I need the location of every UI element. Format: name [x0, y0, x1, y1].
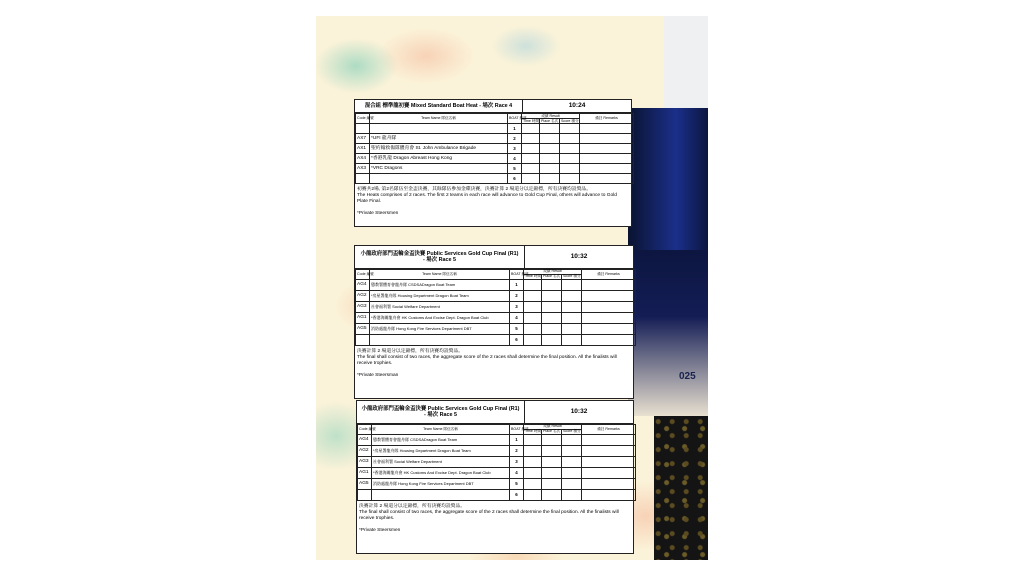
background-strip-light: [664, 16, 708, 108]
col-code: Code 編號: [356, 114, 370, 124]
col-place: Place 名次: [543, 429, 561, 434]
table-row: [356, 313, 636, 324]
col-time: Time 時間: [525, 429, 542, 434]
table-row: [358, 468, 636, 479]
lane-number: 3: [510, 457, 524, 468]
team-name: [370, 335, 510, 346]
table-row: [358, 457, 636, 468]
lane-number: 2: [508, 134, 522, 144]
team-code: AG5: [358, 479, 372, 490]
col-lane: BOAT 航道: [508, 114, 522, 124]
table-row: [358, 490, 636, 501]
note-chinese: 決賽計算 2 場道分以定錦標，所有決賽均設獎品。: [359, 504, 466, 509]
col-place: Place 名次: [543, 274, 561, 279]
background-strip-blue: [628, 108, 708, 250]
race-table: [355, 113, 634, 184]
col-team: Team Name 隊伍名稱: [372, 425, 510, 435]
col-remarks: 備註 Remarks: [582, 270, 636, 280]
team-code: AG2: [356, 291, 370, 302]
lane-number: 6: [510, 490, 524, 501]
team-code: AG1: [358, 468, 372, 479]
team-code: AG4: [358, 435, 372, 446]
team-name: *UFI 龍舟隊: [370, 134, 508, 144]
col-code: Code 編號: [358, 425, 372, 435]
race-table: [357, 424, 636, 501]
col-result: 成績 Result: [522, 114, 580, 119]
team-name: [370, 124, 508, 134]
lane-number: 5: [510, 479, 524, 490]
table-row: [356, 302, 636, 313]
sheet-header: [355, 246, 633, 269]
background-watermark: 025: [679, 371, 696, 382]
col-remarks: 備註 Remarks: [582, 425, 636, 435]
race-sheet-gold-cup-race-5-copy: [356, 400, 634, 554]
team-code: AG5: [356, 324, 370, 335]
race-time: 10:24: [568, 102, 586, 110]
race-notes: [357, 501, 633, 537]
team-name: 消防處龍舟隊 Hong Kong Fire Services Department DBT: [372, 479, 510, 490]
team-name: 消防處龍舟隊 Hong Kong Fire Services Department DBT: [370, 324, 510, 335]
table-row: [356, 291, 636, 302]
race-title: 小龍政府部門盃輪金盃決賽 Public Services Gold Cup Final (R1) - 場次 Race 5: [355, 246, 525, 268]
team-name: *VRC Dragons: [370, 164, 508, 174]
team-name: *香港乳龍 Dragon Abreast Hong Kong: [370, 154, 508, 164]
team-name: *香港海關龍舟會 HK Customs And Excise Dept. Dragon Boat Club: [372, 468, 510, 479]
team-code: AX3: [356, 164, 370, 174]
note-english: The final shall consist of two races, the aggregate score of the 2 races shall determine the final position. All the finalists will receive trophies.: [359, 509, 619, 521]
col-score: Score 積分: [563, 274, 581, 279]
lane-number: 1: [508, 124, 522, 134]
document-page: [316, 16, 708, 560]
team-name: 懲教署體育會龍舟隊 CSDSADragon Boat Team: [370, 280, 510, 291]
col-lane: BOAT 航道: [510, 270, 524, 280]
note-english: The final shall consist of two races, the aggregate score of the 2 races shall determine the final position. All the finalists will receive trophies.: [357, 354, 617, 366]
race-time: 10:32: [570, 408, 588, 416]
table-row: [356, 280, 636, 291]
note-chinese: 決賽計算 2 場道分以定錦標，所有決賽均設獎品。: [357, 349, 464, 354]
sheet-header: [355, 100, 631, 113]
lane-number: 4: [510, 468, 524, 479]
team-code: [358, 490, 372, 501]
table-row: [356, 164, 634, 174]
team-code: [356, 335, 370, 346]
lane-number: 3: [510, 302, 524, 313]
table-row: [356, 134, 634, 144]
table-row: [356, 335, 636, 346]
race-sheet-heat-race-4: [354, 99, 632, 227]
col-team: Team Name 隊伍名稱: [370, 114, 508, 124]
team-code: AX7: [356, 134, 370, 144]
table-row: [356, 144, 634, 154]
team-code: AG2: [358, 446, 372, 457]
background-strip-sparkle: [654, 416, 708, 560]
table-row: [358, 435, 636, 446]
lane-number: 4: [510, 313, 524, 324]
col-code: Code 編號: [356, 270, 370, 280]
table-row: [358, 446, 636, 457]
team-code: AG3: [358, 457, 372, 468]
footnote: *Private Steersmen: [357, 211, 399, 217]
col-score: Score 積分: [563, 429, 581, 434]
team-name: [372, 490, 510, 501]
race-sheet-gold-cup-race-5: [354, 245, 634, 399]
lane-number: 6: [508, 174, 522, 184]
col-remarks: 備註 Remarks: [580, 114, 634, 124]
lane-number: 3: [508, 144, 522, 154]
table-row: [356, 154, 634, 164]
table-row: [358, 479, 636, 490]
col-team: Team Name 隊伍名稱: [370, 270, 510, 280]
note-english: The Heats comprises of 2 races. The first 2 teams in each race will advance to Gold Cup Final, others will advance to Gold Plate Final.: [357, 193, 617, 205]
lane-number: 1: [510, 280, 524, 291]
col-result: 成績 Result: [524, 425, 582, 430]
lane-number: 1: [510, 435, 524, 446]
team-name: 社會福利署 Social Welfare Department: [370, 302, 510, 313]
race-title: 小龍政府部門盃輪金盃決賽 Public Services Gold Cup Final (R1) - 場次 Race 5: [357, 401, 525, 423]
lane-number: 2: [510, 291, 524, 302]
race-notes: [355, 184, 631, 220]
team-name: *房屋署龍舟隊 Housing Department Dragon Boat Team: [370, 291, 510, 302]
team-name: 社會福利署 Social Welfare Department: [372, 457, 510, 468]
table-row: [356, 324, 636, 335]
table-row: [356, 174, 634, 184]
team-code: [356, 174, 370, 184]
team-code: AG3: [356, 302, 370, 313]
race-notes: [355, 346, 633, 382]
footnote: *Private Steersman: [357, 372, 399, 378]
team-name: 聖約翰救傷隊體育會 St. John Ambulance Brigade: [370, 144, 508, 154]
col-place: Place 名次: [541, 118, 559, 123]
sheet-header: [357, 401, 633, 424]
team-name: [370, 174, 508, 184]
lane-number: 5: [508, 164, 522, 174]
lane-number: 2: [510, 446, 524, 457]
team-name: *房屋署龍舟隊 Housing Department Dragon Boat Team: [372, 446, 510, 457]
race-title: 混合組 標準龍初賽 Mixed Standard Boat Heat - 場次 Race 4: [355, 100, 523, 112]
lane-number: 4: [508, 154, 522, 164]
race-time: 10:32: [570, 253, 588, 261]
team-code: AG1: [356, 313, 370, 324]
col-score: Score 積分: [561, 118, 579, 123]
col-time: Time 時間: [525, 274, 542, 279]
lane-number: 5: [510, 324, 524, 335]
team-code: AX4: [356, 154, 370, 164]
col-result: 成績 Result: [524, 270, 582, 275]
col-lane: BOAT 航道: [510, 425, 524, 435]
footnote: *Private Steersmen: [359, 527, 401, 533]
col-time: Time 時間: [523, 118, 540, 123]
team-name: *香港海關龍舟會 HK Customs And Excise Dept. Dragon Boat Club: [370, 313, 510, 324]
race-table: [355, 269, 636, 346]
background-strip-navy: [628, 250, 708, 416]
team-code: AG4: [356, 280, 370, 291]
table-row: [356, 124, 634, 134]
lane-number: 6: [510, 335, 524, 346]
team-code: AX1: [356, 144, 370, 154]
team-name: 懲教署體育會龍舟隊 CSDSADragon Boat Team: [372, 435, 510, 446]
team-code: [356, 124, 370, 134]
note-chinese: 初賽共2場, 第2名隊伍至金盃決賽，其餘隊伍參加金碟決賽，決賽計算 2 場道分以定錦標，所有決賽均設獎品。: [357, 187, 591, 193]
